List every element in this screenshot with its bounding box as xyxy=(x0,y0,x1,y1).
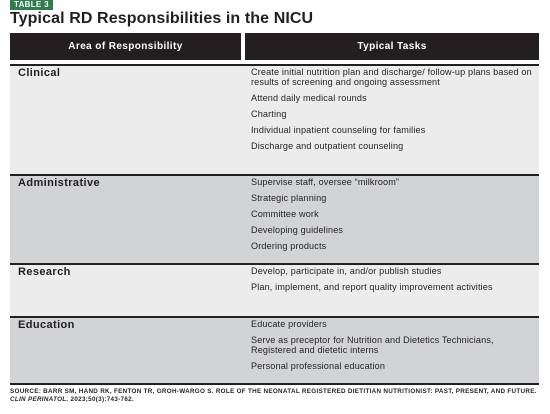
area-clinical: Clinical xyxy=(18,67,61,79)
row-administrative xyxy=(10,176,539,263)
task-item: Strategic planning xyxy=(251,193,327,203)
task-item: Develop, participate in, and/or publish studies xyxy=(251,266,442,276)
task-item: Attend daily medical rounds xyxy=(251,93,367,103)
tasks-administrative xyxy=(245,176,539,263)
tasks-clinical xyxy=(245,66,539,174)
task-item: Ordering products xyxy=(251,241,327,251)
source-journal: CLIN PERINATOL. xyxy=(10,396,69,403)
task-item: Educate providers xyxy=(251,319,327,329)
header-tasks: Typical Tasks xyxy=(245,33,539,60)
task-item: Discharge and outpatient counseling xyxy=(251,141,404,151)
row-separator xyxy=(10,383,539,385)
source-suffix: 2023;50(3):743-762. xyxy=(68,396,135,403)
area-administrative: Administrative xyxy=(18,177,101,189)
row-clinical xyxy=(10,66,539,174)
source-citation xyxy=(10,388,542,404)
tasks-research xyxy=(245,265,539,316)
task-item: Personal professional education xyxy=(251,361,386,371)
task-item: Serve as preceptor for Nutrition and Dietetics Technicians, Registered and dietetic interns xyxy=(251,335,494,355)
task-item: Supervise staff, oversee “milkroom” xyxy=(251,177,400,187)
task-item: Individual inpatient counseling for families xyxy=(251,125,426,135)
source-prefix: SOURCE: BARR SM, HAND RK, FENTON TR, GROH-WARGO S. ROLE OF THE NEONATAL REGISTERED DIETITIAN NUTRITIONIST: PAST, PRESENT, AND FUTURE. xyxy=(10,388,537,395)
table-label: TABLE 3 xyxy=(10,0,53,10)
header-area: Area of Responsibility xyxy=(10,33,241,60)
task-item: Committee work xyxy=(251,209,319,219)
area-research: Research xyxy=(18,266,71,278)
task-item: Plan, implement, and report quality improvement activities xyxy=(251,282,493,292)
row-education xyxy=(10,318,539,383)
responsibilities-table xyxy=(10,33,539,385)
task-item: Charting xyxy=(251,109,287,119)
table-title: Typical RD Responsibilities in the NICU xyxy=(10,10,314,27)
row-research xyxy=(10,265,539,316)
task-item: Developing guidelines xyxy=(251,225,344,235)
area-education: Education xyxy=(18,319,75,331)
task-item: Create initial nutrition plan and discharge/ follow-up plans based on results of screening and ongoing assessment xyxy=(251,67,532,87)
tasks-education xyxy=(245,318,539,383)
